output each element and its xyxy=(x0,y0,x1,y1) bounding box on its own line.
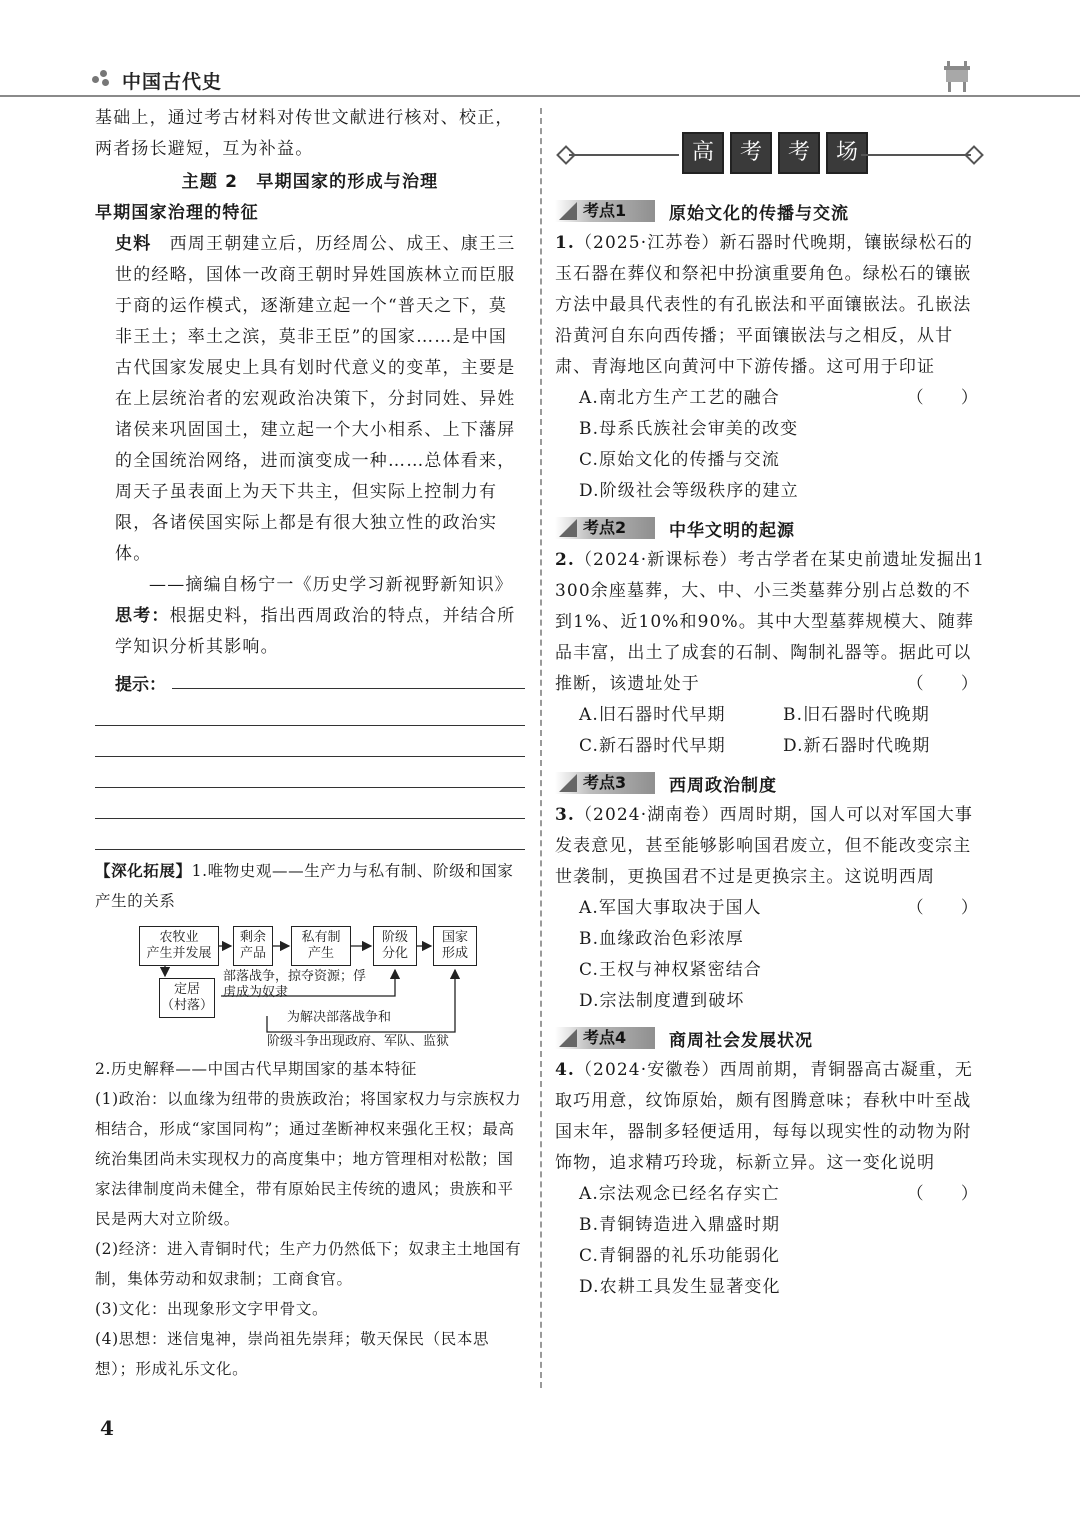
extension-label: 【深化拓展】 xyxy=(95,862,192,880)
answer-blank[interactable]: （ ） xyxy=(906,898,979,918)
banner-char: 考 xyxy=(730,132,772,174)
diagram-label: 部落战争，掠夺资源；俘虏成为奴隶 xyxy=(223,969,367,1000)
kaodian-title: 商周社会发展状况 xyxy=(669,1030,813,1051)
intro-line-2: 两者扬长避短，互为补益。 xyxy=(95,139,314,159)
option[interactable]: C.原始文化的传播与交流 xyxy=(579,450,781,470)
material-text: 西周王朝建立后，历经周公、成王、康王三世的经略，国体一改商王朝时异姓国族林立而臣服于商的运作模式，逐渐建立起一个“普天之下，莫非王土；率土之滨，莫非王臣”的国家……是中国古代国家发展史上具有划时代意义的变革，主要是在上层统治者的宏观政治决策下，分封同姓、异姓诸侯来巩固国土，建立起一个大小相系、上下藩屏的全国统治网络，进而演变成一种……总体看来，周天子虽表面上为天下共主，但实际上控制力有限，各诸侯国实际上都是有很大独立性的政治实体。 xyxy=(115,234,516,564)
exam-banner xyxy=(555,130,987,180)
question-stem: （2024·湖南卷）西周时期，国人可以对军国大事发表意见，甚至能够影响国君废立，但不能改变宗主世袭制，更换国君不过是更换宗主。这说明西周 xyxy=(555,805,974,887)
kaodian-heading xyxy=(555,766,987,800)
theme-title: 主题 2 早期国家的形成与治理 xyxy=(181,172,439,192)
question-number: 3. xyxy=(555,805,575,825)
kaodian-tag: 考点3 xyxy=(555,772,655,794)
diagram-box: 私有制 产生 xyxy=(291,926,351,966)
header-title: 中国古代史 xyxy=(122,71,223,93)
kaodian-title: 中华文明的起源 xyxy=(669,520,795,541)
feature-item: (2)经济：进入青铜时代；生产力仍然低下；奴隶主土地国有制，集体劳动和奴隶制；工商食官。 xyxy=(95,1240,522,1288)
feature-item: (3)文化：出现象形文字甲骨文。 xyxy=(95,1300,329,1318)
feature-item: (1)政治：以血缘为纽带的贵族政治；将国家权力与宗族权力相结合，形成“家国同构”；通过垄断神权来强化王权；最高统治集团尚未实现权力的高度集中；地方管理相对松散；国家法律制度尚未健全，带有原始民主传统的遗风；贵族和平民是两大对立阶级。 xyxy=(95,1090,522,1228)
dots-icon xyxy=(92,70,116,88)
banner-knot-icon xyxy=(964,145,984,165)
answer-line[interactable] xyxy=(95,819,525,850)
option[interactable]: D.农耕工具发生显著变化 xyxy=(579,1277,781,1297)
option[interactable]: B.青铜铸造进入鼎盛时期 xyxy=(579,1215,781,1235)
option[interactable]: A.军国大事取决于国人 xyxy=(579,898,762,918)
question-number: 4. xyxy=(555,1060,575,1080)
page-number: 4 xyxy=(100,1416,114,1440)
hint-label: 提示： xyxy=(115,675,166,695)
hint-row[interactable] xyxy=(95,663,525,695)
extension-text-1: 1.唯物史观——生产力与私有制、阶级和国家产生的关系 xyxy=(95,862,514,910)
option[interactable]: D.阶级社会等级秩序的建立 xyxy=(579,481,799,501)
option[interactable]: D.宗法制度遭到破坏 xyxy=(579,991,745,1011)
material-paragraph xyxy=(95,229,525,570)
think-text: 根据史料，指出西周政治的特点，并结合所学知识分析其影响。 xyxy=(115,606,516,657)
kaodian-title: 西周政治制度 xyxy=(669,775,777,796)
extension-text-2: 2.历史解释——中国古代早期国家的基本特征 xyxy=(95,1060,417,1078)
diagram-label: 为解决部落战争和 xyxy=(287,1010,392,1025)
kaodian-title: 原始文化的传播与交流 xyxy=(669,203,849,224)
answer-line[interactable] xyxy=(95,726,525,757)
page-header xyxy=(0,0,1080,100)
flow-diagram xyxy=(95,922,525,1050)
question-stem: （2025·江苏卷）新石器时代晚期，镶嵌绿松石的玉石器在葬仪和祭祀中扮演重要角色。绿松石的镶嵌方法中最具代表性的有孔嵌法和平面镶嵌法。孔嵌法沿黄河自东向西传播；平面镶嵌法与之相反，从甘肃、青海地区向黄河中下游传播。这可用于印证 xyxy=(555,233,974,377)
option[interactable]: B.旧石器时代晚期 xyxy=(783,705,930,725)
banner-char: 高 xyxy=(682,132,724,174)
kaodian-tag: 考点4 xyxy=(555,1027,655,1049)
option[interactable]: B.血缘政治色彩浓厚 xyxy=(579,929,744,949)
option[interactable]: C.新石器时代早期 xyxy=(579,736,726,756)
banner-rule xyxy=(861,154,971,156)
answer-line[interactable] xyxy=(95,757,525,788)
option[interactable]: A.旧石器时代早期 xyxy=(579,705,726,725)
question xyxy=(555,545,987,700)
banner-knot-icon xyxy=(556,145,576,165)
diagram-label: 阶级斗争出现政府、军队、监狱 xyxy=(267,1034,450,1049)
right-column xyxy=(555,100,987,1303)
banner-char: 场 xyxy=(826,132,868,174)
diagram-box: 国家 形成 xyxy=(433,926,477,966)
option[interactable]: D.新石器时代晚期 xyxy=(783,736,931,756)
kaodian-heading xyxy=(555,1021,987,1055)
answer-blank[interactable]: （ ） xyxy=(906,388,979,408)
material-label: 史料 xyxy=(115,234,152,254)
answer-line[interactable] xyxy=(95,788,525,819)
option[interactable]: C.王权与神权紧密结合 xyxy=(579,960,762,980)
ding-vessel-icon xyxy=(940,60,974,94)
intro-line-1: 基础上，通过考古材料对传世文献进行核对、校正， xyxy=(95,108,514,128)
option[interactable]: C.青铜器的礼乐功能弱化 xyxy=(579,1246,781,1266)
material-source: ——摘编自杨宁一《历史学习新视野新知识》 xyxy=(149,575,513,595)
answer-line[interactable] xyxy=(172,688,525,689)
option-row xyxy=(555,731,987,762)
diagram-box: 农牧业 产生并发展 xyxy=(139,926,219,966)
kaodian-heading xyxy=(555,511,987,545)
diagram-box: 定居 （村落） xyxy=(159,978,215,1018)
kaodian-tag: 考点2 xyxy=(555,517,655,539)
header-rule xyxy=(0,95,1080,97)
banner-char: 考 xyxy=(778,132,820,174)
diagram-box: 剩余 产品 xyxy=(233,926,273,966)
column-divider xyxy=(540,108,542,1388)
question-stem: （2024·新课标卷）考古学者在某史前遗址发掘出1 300余座墓葬，大、中、小三类墓葬分别占总数的不到1%、近10%和90%。其中大型墓葬规模大、随葬品丰富，出土了成套的石制、陶制礼器等。据此可以推断，该遗址处于 xyxy=(555,550,985,694)
think-paragraph xyxy=(95,601,525,663)
feature-item: (4)思想：迷信鬼神，崇尚祖先崇拜；敬天保民（民本思想）；形成礼乐文化。 xyxy=(95,1330,490,1378)
question-stem: （2024·安徽卷）西周前期，青铜器高古凝重，无取巧用意，纹饰原始，颇有图腾意味；春秋中叶至战国末年，器制多轻便适用，每每以现实性的动物为附饰物，追求精巧玲珑，标新立异。这一变化说明 xyxy=(555,1060,974,1173)
option-row xyxy=(555,700,987,731)
diagram-box: 阶级 分化 xyxy=(373,926,417,966)
option[interactable]: A.宗法观念已经名存实亡 xyxy=(579,1184,780,1204)
sub-title: 早期国家治理的特征 xyxy=(95,203,259,223)
option[interactable]: A.南北方生产工艺的融合 xyxy=(579,388,780,408)
question-number: 2. xyxy=(555,550,575,570)
banner-rule xyxy=(569,154,679,156)
answer-line[interactable] xyxy=(95,695,525,726)
option[interactable]: B.母系氏族社会审美的改变 xyxy=(579,419,799,439)
think-label: 思考： xyxy=(115,606,170,626)
extension-item-1 xyxy=(95,856,525,916)
question-number: 1. xyxy=(555,233,575,253)
answer-blank[interactable]: （ ） xyxy=(906,674,979,694)
kaodian-heading xyxy=(555,194,987,228)
kaodian-tag: 考点1 xyxy=(555,200,655,222)
left-column xyxy=(95,100,525,1384)
answer-blank[interactable]: （ ） xyxy=(906,1184,979,1204)
banner-tiles xyxy=(682,132,868,174)
